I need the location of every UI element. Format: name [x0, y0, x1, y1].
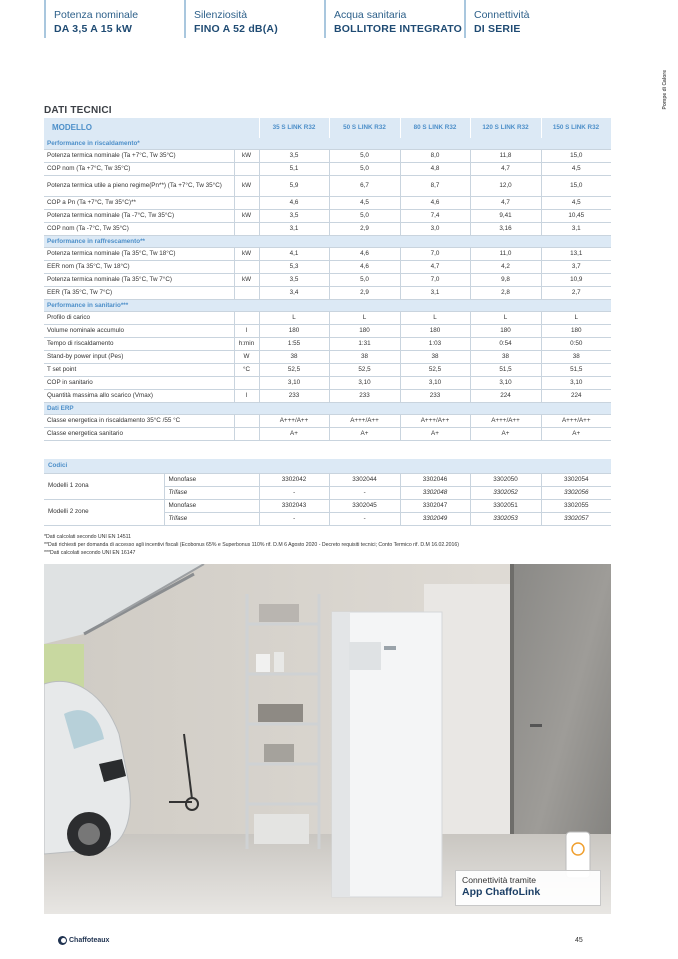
- feature-value: BOLLITORE INTEGRATO: [334, 23, 463, 35]
- value-cell: 180: [541, 325, 611, 338]
- table-row: [44, 364, 611, 377]
- model-column-header: 80 S LINK R32: [400, 118, 470, 138]
- value-cell: 1:55: [259, 338, 329, 351]
- product-code: 3302056: [541, 486, 611, 499]
- value-cell: 5,9: [259, 176, 329, 197]
- table-row: [44, 176, 611, 197]
- value-cell: 7,0: [400, 248, 470, 261]
- value-cell: 51,5: [470, 364, 541, 377]
- value-cell: 3,7: [541, 261, 611, 274]
- product-code: 3302046: [400, 473, 470, 486]
- value-cell: 7,0: [400, 274, 470, 287]
- parameter-label: EER nom (Ta 35°C, Tw 18°C): [44, 261, 234, 274]
- footnote: ***Dati calcolati secondo UNI EN 16147: [44, 550, 136, 556]
- value-cell: 38: [400, 351, 470, 364]
- value-cell: 7,4: [400, 210, 470, 223]
- parameter-label: Volume nominale accumulo: [44, 325, 234, 338]
- value-cell: 3,16: [470, 223, 541, 236]
- parameter-label: Potenza termica nominale (Ta -7°C, Tw 35°C): [44, 210, 234, 223]
- footnote: **Dati richiesti per domanda di accesso agli incentivi fiscali (Ecobonus 65% e Superbonus 110% rif. D.M 6 Agosto 2020 - Decreto requisiti tecnici; Conto Termico rif. D.M 16.02.2016): [44, 542, 460, 548]
- value-cell: 233: [329, 390, 400, 403]
- value-cell: 3,10: [259, 377, 329, 390]
- value-cell: 0:50: [541, 338, 611, 351]
- value-cell: 0:54: [470, 338, 541, 351]
- value-cell: 4,7: [470, 197, 541, 210]
- value-cell: L: [259, 312, 329, 325]
- table-row: [44, 150, 611, 163]
- model-column-header: 120 S LINK R32: [470, 118, 541, 138]
- section-title: DATI TECNICI: [44, 105, 112, 116]
- value-cell: 3,1: [259, 223, 329, 236]
- unit-cell: h:min: [234, 338, 259, 351]
- value-cell: 4,8: [400, 163, 470, 176]
- value-cell: A+++/A++: [400, 415, 470, 428]
- value-cell: 15,0: [541, 176, 611, 197]
- unit-cell: °C: [234, 364, 259, 377]
- brand-logo: [58, 936, 109, 945]
- parameter-label: Quantità massima allo scarico (Vmax): [44, 390, 234, 403]
- value-cell: 1:03: [400, 338, 470, 351]
- unit-cell: l: [234, 325, 259, 338]
- model-column-header: 35 S LINK R32: [259, 118, 329, 138]
- product-code: 3302055: [541, 499, 611, 512]
- value-cell: 51,5: [541, 364, 611, 377]
- feature-power: [44, 0, 184, 38]
- value-cell: 5,0: [329, 150, 400, 163]
- value-cell: 180: [259, 325, 329, 338]
- parameter-label: Potenza termica utile a pieno regime(Pn**) (Ta +7°C, Tw 35°C): [44, 176, 234, 197]
- product-code: 3302053: [470, 512, 541, 525]
- table-row: [44, 248, 611, 261]
- table-row: [44, 415, 611, 428]
- product-code: 3302052: [470, 486, 541, 499]
- product-code: 3302042: [259, 473, 329, 486]
- table-row: [44, 261, 611, 274]
- section-header: Performance in sanitario***: [44, 300, 611, 312]
- side-section-label: Pompe di Calore: [662, 70, 668, 110]
- value-cell: 4,6: [329, 261, 400, 274]
- phase-type: Monofase: [164, 499, 259, 512]
- unit-cell: [234, 287, 259, 300]
- table-row: [44, 223, 611, 236]
- model-header: MODELLO: [44, 118, 259, 138]
- value-cell: A+++/A++: [259, 415, 329, 428]
- feature-strip: [44, 0, 604, 40]
- table-row: [44, 197, 611, 210]
- feature-label: Silenziosità: [194, 9, 248, 21]
- value-cell: 180: [470, 325, 541, 338]
- value-cell: L: [400, 312, 470, 325]
- value-cell: 9,41: [470, 210, 541, 223]
- value-cell: 2,9: [329, 287, 400, 300]
- value-cell: 4,1: [259, 248, 329, 261]
- product-code: 3302045: [329, 499, 400, 512]
- table-row: [44, 163, 611, 176]
- section-header-row: [44, 138, 611, 150]
- table-row: [44, 210, 611, 223]
- value-cell: A+: [329, 428, 400, 441]
- value-cell: 3,10: [470, 377, 541, 390]
- value-cell: L: [470, 312, 541, 325]
- product-code: 3302050: [470, 473, 541, 486]
- app-callout-line1: Connettività tramite: [462, 875, 537, 885]
- codes-table: [44, 459, 611, 526]
- value-cell: 3,4: [259, 287, 329, 300]
- garage-scene-image: [44, 564, 611, 914]
- value-cell: 13,1: [541, 248, 611, 261]
- value-cell: 38: [541, 351, 611, 364]
- model-group-label: Modelli 2 zone: [44, 499, 164, 525]
- value-cell: A+: [259, 428, 329, 441]
- app-callout-line2: App ChaffoLink: [462, 886, 541, 898]
- value-cell: A+: [470, 428, 541, 441]
- value-cell: 224: [541, 390, 611, 403]
- unit-cell: kW: [234, 210, 259, 223]
- section-header-row: [44, 403, 611, 415]
- unit-cell: [234, 377, 259, 390]
- unit-cell: [234, 223, 259, 236]
- product-code: -: [259, 486, 329, 499]
- unit-cell: [234, 261, 259, 274]
- section-header: Performance in riscaldamento*: [44, 138, 611, 150]
- table-row: [44, 274, 611, 287]
- parameter-label: EER (Ta 35°C, Tw 7°C): [44, 287, 234, 300]
- product-code: 3302043: [259, 499, 329, 512]
- app-callout: [455, 870, 601, 906]
- table-row: [44, 312, 611, 325]
- section-header: Performance in raffrescamento**: [44, 236, 611, 248]
- parameter-label: COP nom (Ta +7°C, Tw 35°C): [44, 163, 234, 176]
- value-cell: 180: [400, 325, 470, 338]
- value-cell: 3,0: [400, 223, 470, 236]
- table-row: [44, 338, 611, 351]
- parameter-label: COP nom (Ta -7°C, Tw 35°C): [44, 223, 234, 236]
- feature-label: Potenza nominale: [54, 9, 139, 21]
- parameter-label: COP in sanitario: [44, 377, 234, 390]
- product-code: -: [259, 512, 329, 525]
- product-code: -: [329, 512, 400, 525]
- feature-noise: [184, 0, 324, 38]
- value-cell: 2,9: [329, 223, 400, 236]
- value-cell: 12,0: [470, 176, 541, 197]
- parameter-label: Potenza termica nominale (Ta 35°C, Tw 18°C): [44, 248, 234, 261]
- section-header-row: [44, 236, 611, 248]
- unit-cell: [234, 312, 259, 325]
- value-cell: 4,7: [470, 163, 541, 176]
- footnotes: [44, 533, 459, 557]
- value-cell: 4,5: [541, 197, 611, 210]
- value-cell: 4,5: [329, 197, 400, 210]
- feature-connectivity: [464, 0, 604, 38]
- section-header: Dati ERP: [44, 403, 611, 415]
- model-group-label: Modelli 1 zona: [44, 473, 164, 499]
- value-cell: A+++/A++: [541, 415, 611, 428]
- product-code: -: [329, 486, 400, 499]
- unit-cell: [234, 415, 259, 428]
- parameter-label: COP a Pn (Ta +7°C, Tw 35°C)**: [44, 197, 234, 210]
- value-cell: L: [329, 312, 400, 325]
- feature-value: DA 3,5 A 15 kW: [54, 23, 133, 35]
- value-cell: 3,5: [259, 210, 329, 223]
- value-cell: 4,5: [541, 163, 611, 176]
- value-cell: 2,8: [470, 287, 541, 300]
- value-cell: 52,5: [329, 364, 400, 377]
- feature-label: Connettività: [474, 9, 530, 21]
- value-cell: 11,0: [470, 248, 541, 261]
- value-cell: 10,45: [541, 210, 611, 223]
- feature-hot-water: [324, 0, 464, 38]
- value-cell: 8,7: [400, 176, 470, 197]
- unit-cell: kW: [234, 248, 259, 261]
- value-cell: 8,0: [400, 150, 470, 163]
- unit-cell: [234, 197, 259, 210]
- value-cell: 4,6: [329, 248, 400, 261]
- page-number: 45: [575, 937, 583, 944]
- brand-name: Chaffoteaux: [69, 937, 110, 944]
- parameter-label: Potenza termica nominale (Ta +7°C, Tw 35°C): [44, 150, 234, 163]
- value-cell: 9,8: [470, 274, 541, 287]
- value-cell: 3,5: [259, 150, 329, 163]
- value-cell: 6,7: [329, 176, 400, 197]
- value-cell: 5,0: [329, 163, 400, 176]
- codes-row: [44, 499, 611, 512]
- value-cell: A+++/A++: [470, 415, 541, 428]
- phase-type: Trifase: [164, 486, 259, 499]
- product-code: 3302047: [400, 499, 470, 512]
- table-row: [44, 377, 611, 390]
- unit-cell: kW: [234, 150, 259, 163]
- unit-cell: W: [234, 351, 259, 364]
- value-cell: A+: [400, 428, 470, 441]
- value-cell: 38: [329, 351, 400, 364]
- table-row: [44, 325, 611, 338]
- value-cell: 10,9: [541, 274, 611, 287]
- feature-value: FINO A 52 dB(A): [194, 23, 278, 35]
- value-cell: 5,3: [259, 261, 329, 274]
- table-row: [44, 428, 611, 441]
- product-code: 3302044: [329, 473, 400, 486]
- value-cell: 224: [470, 390, 541, 403]
- value-cell: 180: [329, 325, 400, 338]
- value-cell: 15,0: [541, 150, 611, 163]
- value-cell: 233: [259, 390, 329, 403]
- value-cell: 4,7: [400, 261, 470, 274]
- codes-header-row: [44, 459, 611, 473]
- value-cell: 3,1: [400, 287, 470, 300]
- parameter-label: T set point: [44, 364, 234, 377]
- parameter-label: Potenza termica nominale (Ta 35°C, Tw 7°C): [44, 274, 234, 287]
- phase-type: Monofase: [164, 473, 259, 486]
- product-code: 3302051: [470, 499, 541, 512]
- table-header-row: [44, 118, 611, 138]
- unit-cell: kW: [234, 176, 259, 197]
- product-code: 3302049: [400, 512, 470, 525]
- value-cell: 11,8: [470, 150, 541, 163]
- value-cell: 5,0: [329, 210, 400, 223]
- parameter-label: Classe energetica in riscaldamento 35°C /55 °C: [44, 415, 234, 428]
- technical-data-table: [44, 118, 612, 441]
- value-cell: A+: [541, 428, 611, 441]
- table-row: [44, 390, 611, 403]
- value-cell: L: [541, 312, 611, 325]
- value-cell: 233: [400, 390, 470, 403]
- value-cell: 3,10: [400, 377, 470, 390]
- value-cell: 38: [259, 351, 329, 364]
- value-cell: 3,10: [541, 377, 611, 390]
- parameter-label: Stand-by power input (Pes): [44, 351, 234, 364]
- value-cell: 2,7: [541, 287, 611, 300]
- model-column-header: 50 S LINK R32: [329, 118, 400, 138]
- value-cell: 3,1: [541, 223, 611, 236]
- product-code: 3302057: [541, 512, 611, 525]
- unit-cell: [234, 163, 259, 176]
- value-cell: A+++/A++: [329, 415, 400, 428]
- unit-cell: kW: [234, 274, 259, 287]
- brand-mark-icon: [58, 936, 67, 945]
- parameter-label: Profilo di carico: [44, 312, 234, 325]
- value-cell: 5,1: [259, 163, 329, 176]
- parameter-label: Tempo di riscaldamento: [44, 338, 234, 351]
- table-row: [44, 287, 611, 300]
- unit-cell: l: [234, 390, 259, 403]
- value-cell: 4,6: [400, 197, 470, 210]
- product-code: 3302048: [400, 486, 470, 499]
- phase-type: Trifase: [164, 512, 259, 525]
- unit-cell: [234, 428, 259, 441]
- model-column-header: 150 S LINK R32: [541, 118, 611, 138]
- section-header-row: [44, 300, 611, 312]
- footnote: *Dati calcolati secondo UNI EN 14511: [44, 534, 131, 540]
- value-cell: 3,10: [329, 377, 400, 390]
- table-row: [44, 351, 611, 364]
- parameter-label: Classe energetica sanitario: [44, 428, 234, 441]
- value-cell: 4,6: [259, 197, 329, 210]
- value-cell: 5,0: [329, 274, 400, 287]
- feature-value: DI SERIE: [474, 23, 521, 35]
- value-cell: 52,5: [400, 364, 470, 377]
- value-cell: 4,2: [470, 261, 541, 274]
- codes-header: Codici: [44, 459, 611, 473]
- value-cell: 3,5: [259, 274, 329, 287]
- value-cell: 38: [470, 351, 541, 364]
- product-photo: [44, 564, 611, 914]
- codes-row: [44, 473, 611, 486]
- value-cell: 1:31: [329, 338, 400, 351]
- value-cell: 52,5: [259, 364, 329, 377]
- feature-label: Acqua sanitaria: [334, 9, 407, 21]
- product-code: 3302054: [541, 473, 611, 486]
